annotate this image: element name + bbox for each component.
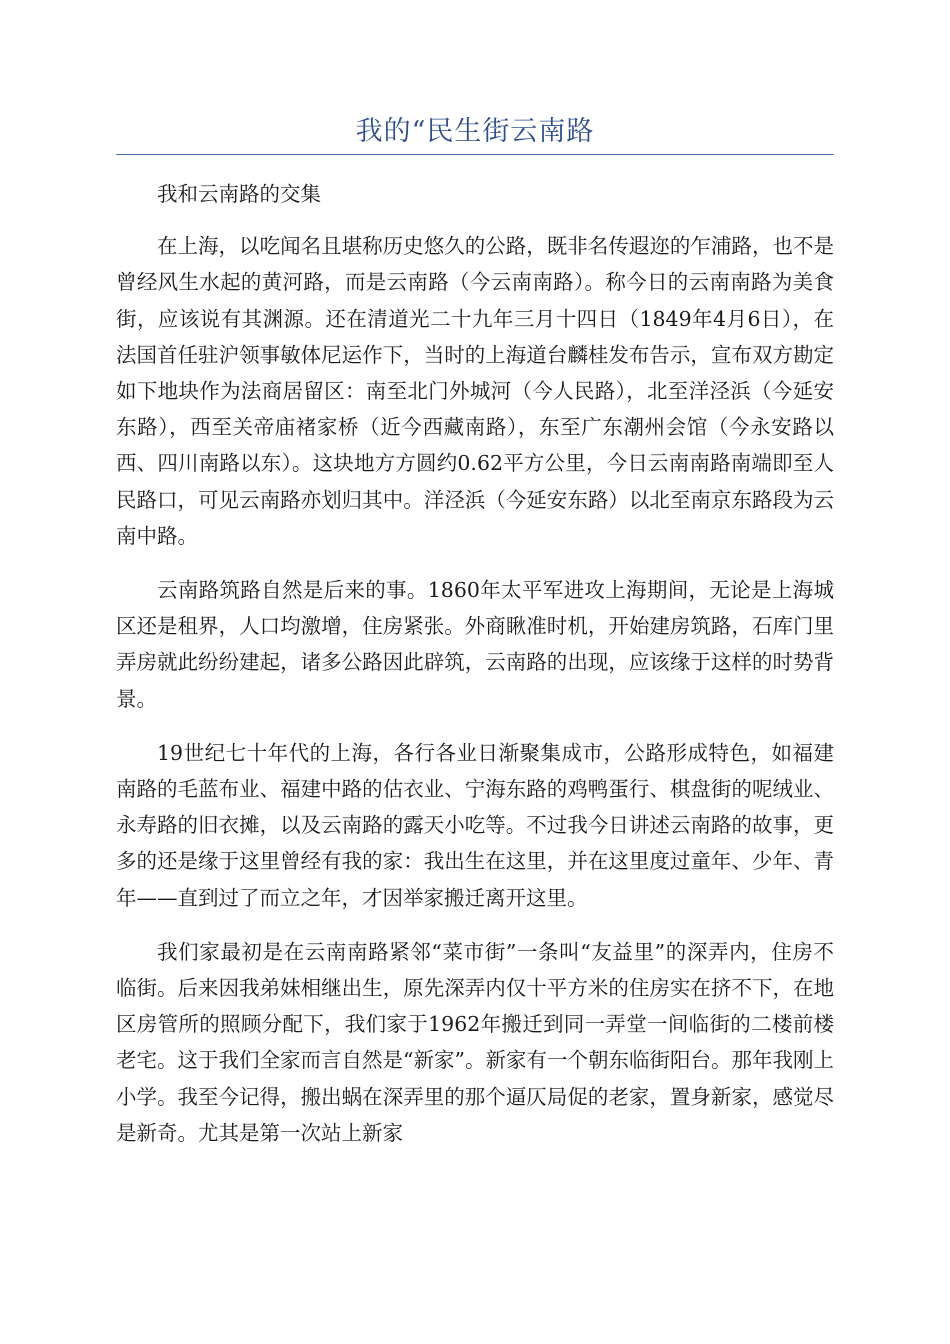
document-title: 我的“民生街云南路 — [355, 116, 595, 147]
document-body — [116, 176, 834, 1169]
section-subheading: 我和云南路的交集 — [157, 182, 321, 206]
paragraph-1: 在上海，以吃闻名且堪称历史悠久的公路，既非名传遐迩的乍浦路，也不是曾经风生水起的黄河路，而是云南路（今云南南路）。称今日的云南南路为美食街，应该说有其渊源。还在清道光二十九年三月十四日（1849年4月6日），在法国首任驻沪领事敏体尼运作下，当时的上海道台麟桂发布告示，宣布双方勘定如下地块作为法商居留区：南至北门外城河（今人民路），北至洋泾浜（今延安东路），西至关帝庙褚家桥（近今西藏南路），东至广东潮州会馆（今永安路以西、四川南路以东）。这块地方方圆约0.62平方公里，今日云南南路南端即至人民路口，可见云南路亦划归其中。洋泾浜（今延安东路）以北至南京东路段为云南中路。 — [116, 234, 834, 548]
paragraph-3: 19世纪七十年代的上海，各行各业日渐聚集成市，公路形成特色，如福建南路的毛蓝布业、福建中路的估衣业、宁海东路的鸡鸭蛋行、棋盘街的呢绒业、永寿路的旧衣摊，以及云南路的露天小吃等。不过我今日讲述云南路的故事，更多的还是缘于这里曾经有我的家：我出生在这里，并在这里度过童年、少年、青年——直到过了而立之年，才因举家搬迁离开这里。 — [116, 740, 834, 910]
paragraph-4: 我们家最初是在云南南路紧邻“菜市街”一条叫“友益里”的深弄内，住房不临街。后来因我弟妹相继出生，原先深弄内仅十平方米的住房实在挤不下，在地区房管所的照顾分配下，我们家于1962年搬迁到同一弄堂一间临街的二楼前楼老宅。这于我们全家而言自然是“新家”。新家有一个朝东临街阳台。那年我刚上小学。我至今记得，搬出蜗在深弄里的那个逼仄局促的老家，置身新家，感觉尽是新奇。尤其是第一次站上新家 — [116, 939, 834, 1145]
paragraph-2: 云南路筑路自然是后来的事。1860年太平军进攻上海期间，无论是上海城区还是租界，人口均激增，住房紧张。外商瞅准时机，开始建房筑路，石库门里弄房就此纷纷建起，诸多公路因此辟筑，云南路的出现，应该缘于这样的时势背景。 — [116, 578, 834, 711]
title-underline — [116, 154, 834, 155]
